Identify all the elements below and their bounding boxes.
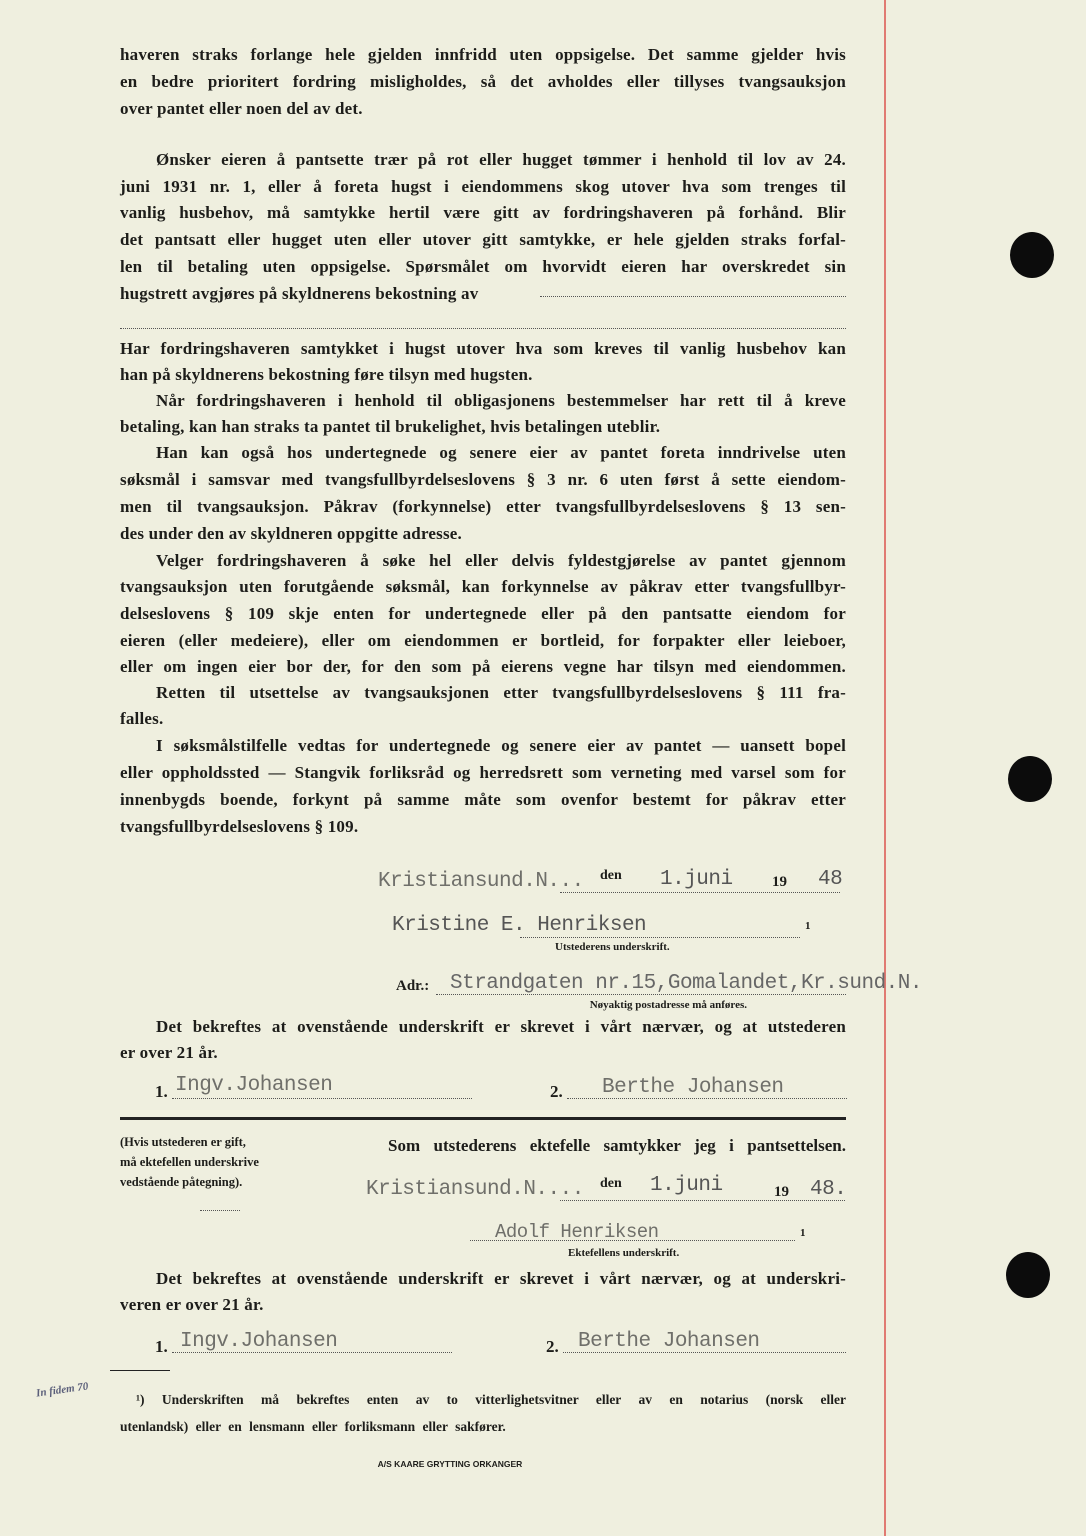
body-line: betaling, kan han straks ta pantet til brukelighet, hvis betalingen uteblir. [120,417,661,436]
body-line: en bedre prioritert fordring misligholdes, så det avholdes eller tillyses tvangsauksjon [120,72,846,91]
confirm-text: er over 21 år. [120,1043,218,1062]
fill-line [560,1200,845,1201]
body-line: juni 1931 nr. 1, eller å foreta hugst i eiendommens skog utover hva som trenges til [120,177,846,196]
witness-number: 2. [550,1082,563,1101]
punch-hole [1006,1252,1050,1298]
body-line: des under den av skyldneren oppgitte adresse. [120,524,462,543]
body-line: søksmål i samsvar med tvangsfullbyrdelseslovens § 3 nr. 6 uten først å sette eiendom- [120,470,846,489]
witness-1: Ingv.Johansen [175,1074,333,1097]
witness-number: 2. [546,1337,559,1356]
witness-2: Berthe Johansen [602,1076,784,1099]
body-line: Retten til utsettelse av tvangsauksjonen etter tvangsfullbyrdelseslovens § 111 fra- [156,683,846,702]
body-line: han på skyldnerens bekostning føre tilsyn med hugsten. [120,365,533,384]
body-line: Har fordringshaveren samtykket i hugst utover hva som kreves til vanlig husbehov kan [120,339,846,358]
confirm-text: veren er over 21 år. [120,1295,264,1314]
body-line: hugstrett avgjøres på skyldnerens bekostning av [120,284,479,303]
fill-line [560,892,840,893]
witness-1: Ingv.Johansen [180,1330,338,1353]
issuer-signature: Kristine E. Henriksen [392,914,647,937]
body-line: Når fordringshaveren i henhold til obligasjonens bestemmelser har rett til å kreve [156,391,846,410]
body-line: eieren (eller medeiere), eller om eiendommen er bortleid, for forpakter eller leieboer, [120,631,846,650]
issuer-place: Kristiansund.N... [378,870,584,893]
address-caption: Nøyaktig postadresse må anføres. [589,999,747,1011]
footnote-mark: 1 [805,920,811,932]
year-prefix: 19 [772,874,787,890]
body-line: Velger fordringshaveren å søke hel eller delvis fyldestgjørelse av pantet gjennom [156,551,846,570]
spouse-note: vedstående påtegning). [120,1175,243,1189]
signature-caption: Ektefellens underskrift. [568,1247,680,1259]
footnote-text: ¹) Underskriften må bekreftes enten av to vitterlighetsvitner eller av en notarius (norsk eller [136,1392,846,1407]
den-label: den [600,868,622,883]
body-line: len til betaling uten oppsigelse. Spørsmålet om hvorvidt eieren har overskredet sin [120,257,846,276]
footnote-text: utenlandsk) eller en lensmann eller forliksmann eller sakfører. [120,1419,506,1434]
spouse-note: må ektefellen underskrive [120,1155,259,1169]
confirm-text: Det bekreftes at ovenstående underskrift er skrevet i vårt nærvær, og at underskri- [156,1269,846,1288]
punch-hole [1010,232,1054,278]
adr-label: Adr.: [396,978,430,994]
body-line: vanlig husbehov, må samtykke hertil være gitt av fordringshaveren på forhånd. Blir [120,203,846,222]
fill-line [200,1210,240,1211]
body-line: delseslovens § 109 skje enten for undertegnede eller på den pantsatte eiendom for [120,604,846,623]
spouse-signature: Adolf Henriksen [495,1221,659,1243]
year-prefix: 19 [774,1184,789,1200]
body-line: falles. [120,709,164,728]
issuer-address: Strandgaten nr.15,Gomalandet,Kr.sund.N. [450,972,922,995]
spouse-date: 1.juni [650,1174,723,1197]
body-line: det pantsatt eller hugget uten eller utover gitt samtykke, er hele gjelden straks forfal- [120,230,846,249]
body-line: over pantet eller noen del av det. [120,99,363,118]
body-line: eller om ingen eier bor der, for den som på eierens vegne har tilsyn med eiendommen. [120,657,846,676]
issuer-year: 48 [818,868,843,891]
body-line: tvangsfullbyrdelseslovens § 109. [120,817,359,836]
body-line: men til tvangsauksjon. Påkrav (forkynnelse) etter tvangsfullbyrdelseslovens § 13 sen- [120,497,846,516]
confirm-text: Det bekreftes at ovenstående underskrift er skrevet i vårt nærvær, og at utstederen [156,1017,846,1036]
spouse-consent: Som utstederens ektefelle samtykker jeg i pantsettelsen. [388,1136,846,1155]
body-line: Ønsker eieren å pantsette trær på rot eller hugget tømmer i henhold til lov av 24. [156,150,846,169]
margin-rule [884,0,886,1536]
margin-note: In fidem 70 [35,1380,90,1400]
den-label: den [600,1176,622,1191]
issuer-date: 1.juni [660,868,733,891]
body-line: eller oppholdssted — Stangvik forliksråd og herredsrett som verneting med varsel som for [120,763,846,782]
body-line: tvangsauksjon uten forutgående søksmål, kan forkynnelse av påkrav etter tvangsfullbyr- [120,577,846,596]
footnote-mark: 1 [800,1227,806,1239]
witness-number: 1. [155,1337,168,1356]
fill-line [120,328,846,329]
fill-line [540,296,846,297]
footnote-rule [110,1370,170,1371]
spouse-place: Kristiansund.N.... [366,1178,584,1201]
fill-line [172,1098,472,1099]
section-divider [120,1117,846,1120]
signature-caption: Utstederens underskrift. [555,941,670,953]
fill-line [520,937,800,938]
spouse-note: (Hvis utstederen er gift, [120,1135,246,1149]
printer-imprint: A/S KAARE GRYTTING ORKANGER [377,1459,523,1469]
witness-2: Berthe Johansen [578,1330,760,1353]
spouse-year: 48. [810,1178,847,1201]
body-line: Han kan også hos undertegnede og senere eier av pantet foreta inndrivelse uten [156,443,846,462]
witness-number: 1. [155,1082,168,1101]
body-line: innenbygds boende, forkynt på samme måte som ovenfor bestemt for påkrav etter [120,790,846,809]
body-line: haveren straks forlange hele gjelden innfridd uten oppsigelse. Det samme gjelder hvis [120,45,846,64]
body-line: I søksmålstilfelle vedtas for undertegnede og senere eier av pantet — uansett bopel [156,736,846,755]
punch-hole [1008,756,1052,802]
